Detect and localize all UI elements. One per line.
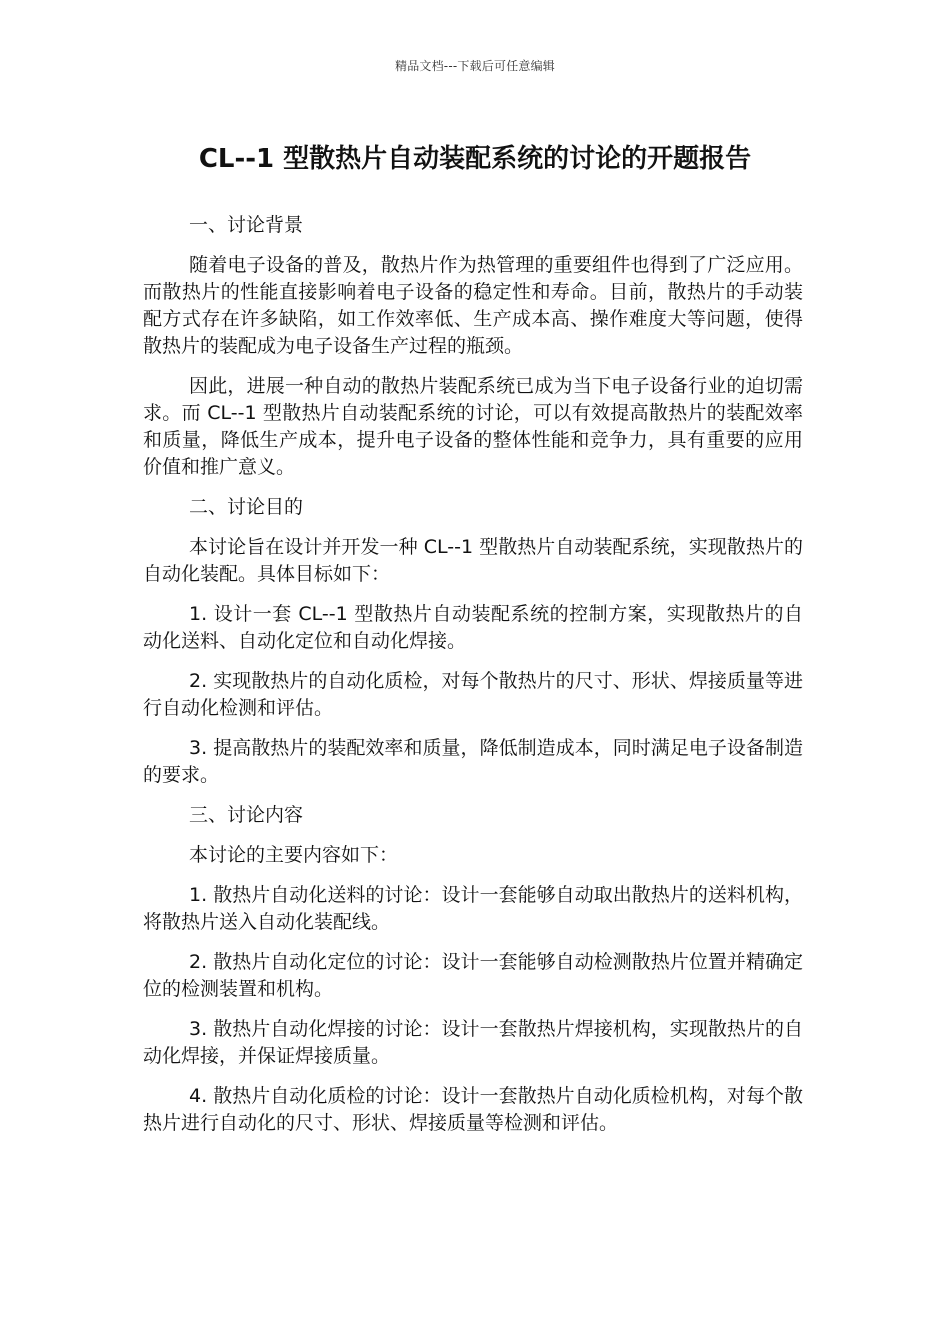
paragraph: 本讨论的主要内容如下： — [189, 844, 399, 866]
page-header: 精品文档---下载后可任意编辑 — [395, 59, 555, 73]
list-item: 2. 实现散热片的自动化质检，对每个散热片的尺寸、形状、焊接质量等进行自动化检测和评估。 — [143, 670, 803, 719]
paragraph: 随着电子设备的普及，散热片作为热管理的重要组件也得到了广泛应用。而散热片的性能直接影响着电子设备的稳定性和寿命。目前，散热片的手动装配方式存在许多缺陷，如工作效率低、生产成本高、操作难度大等问题，使得散热片的装配成为电子设备生产过程的瓶颈。 — [143, 254, 803, 357]
section-heading-purpose: 二、讨论目的 — [189, 496, 304, 518]
list-item: 1. 散热片自动化送料的讨论：设计一套能够自动取出散热片的送料机构，将散热片送入自动化装配线。 — [143, 884, 803, 933]
list-item: 1. 设计一套 CL--1 型散热片自动装配系统的控制方案，实现散热片的自动化送料、自动化定位和自动化焊接。 — [143, 603, 803, 652]
section-heading-background: 一、讨论背景 — [189, 214, 304, 236]
section-heading-content: 三、讨论内容 — [189, 804, 304, 826]
document-body — [143, 212, 803, 1150]
list-item: 3. 提高散热片的装配效率和质量，降低制造成本，同时满足电子设备制造的要求。 — [143, 737, 803, 786]
document-title: CL--1 型散热片自动装配系统的讨论的开题报告 — [198, 144, 752, 174]
list-item: 3. 散热片自动化焊接的讨论：设计一套散热片焊接机构，实现散热片的自动化焊接，并保证焊接质量。 — [143, 1018, 803, 1067]
list-item: 2. 散热片自动化定位的讨论：设计一套能够自动检测散热片位置并精确定位的检测装置和机构。 — [143, 951, 803, 1000]
list-item: 4. 散热片自动化质检的讨论：设计一套散热片自动化质检机构，对每个散热片进行自动化的尺寸、形状、焊接质量等检测和评估。 — [143, 1085, 803, 1134]
paragraph: 本讨论旨在设计并开发一种 CL--1 型散热片自动装配系统，实现散热片的自动化装配。具体目标如下： — [143, 536, 803, 585]
paragraph: 因此，进展一种自动的散热片装配系统已成为当下电子设备行业的迫切需求。而 CL--1 型散热片自动装配系统的讨论，可以有效提高散热片的装配效率和质量，降低生产成本，提升电子设备的整体性能和竞争力，具有重要的应用价值和推广意义。 — [143, 375, 803, 478]
